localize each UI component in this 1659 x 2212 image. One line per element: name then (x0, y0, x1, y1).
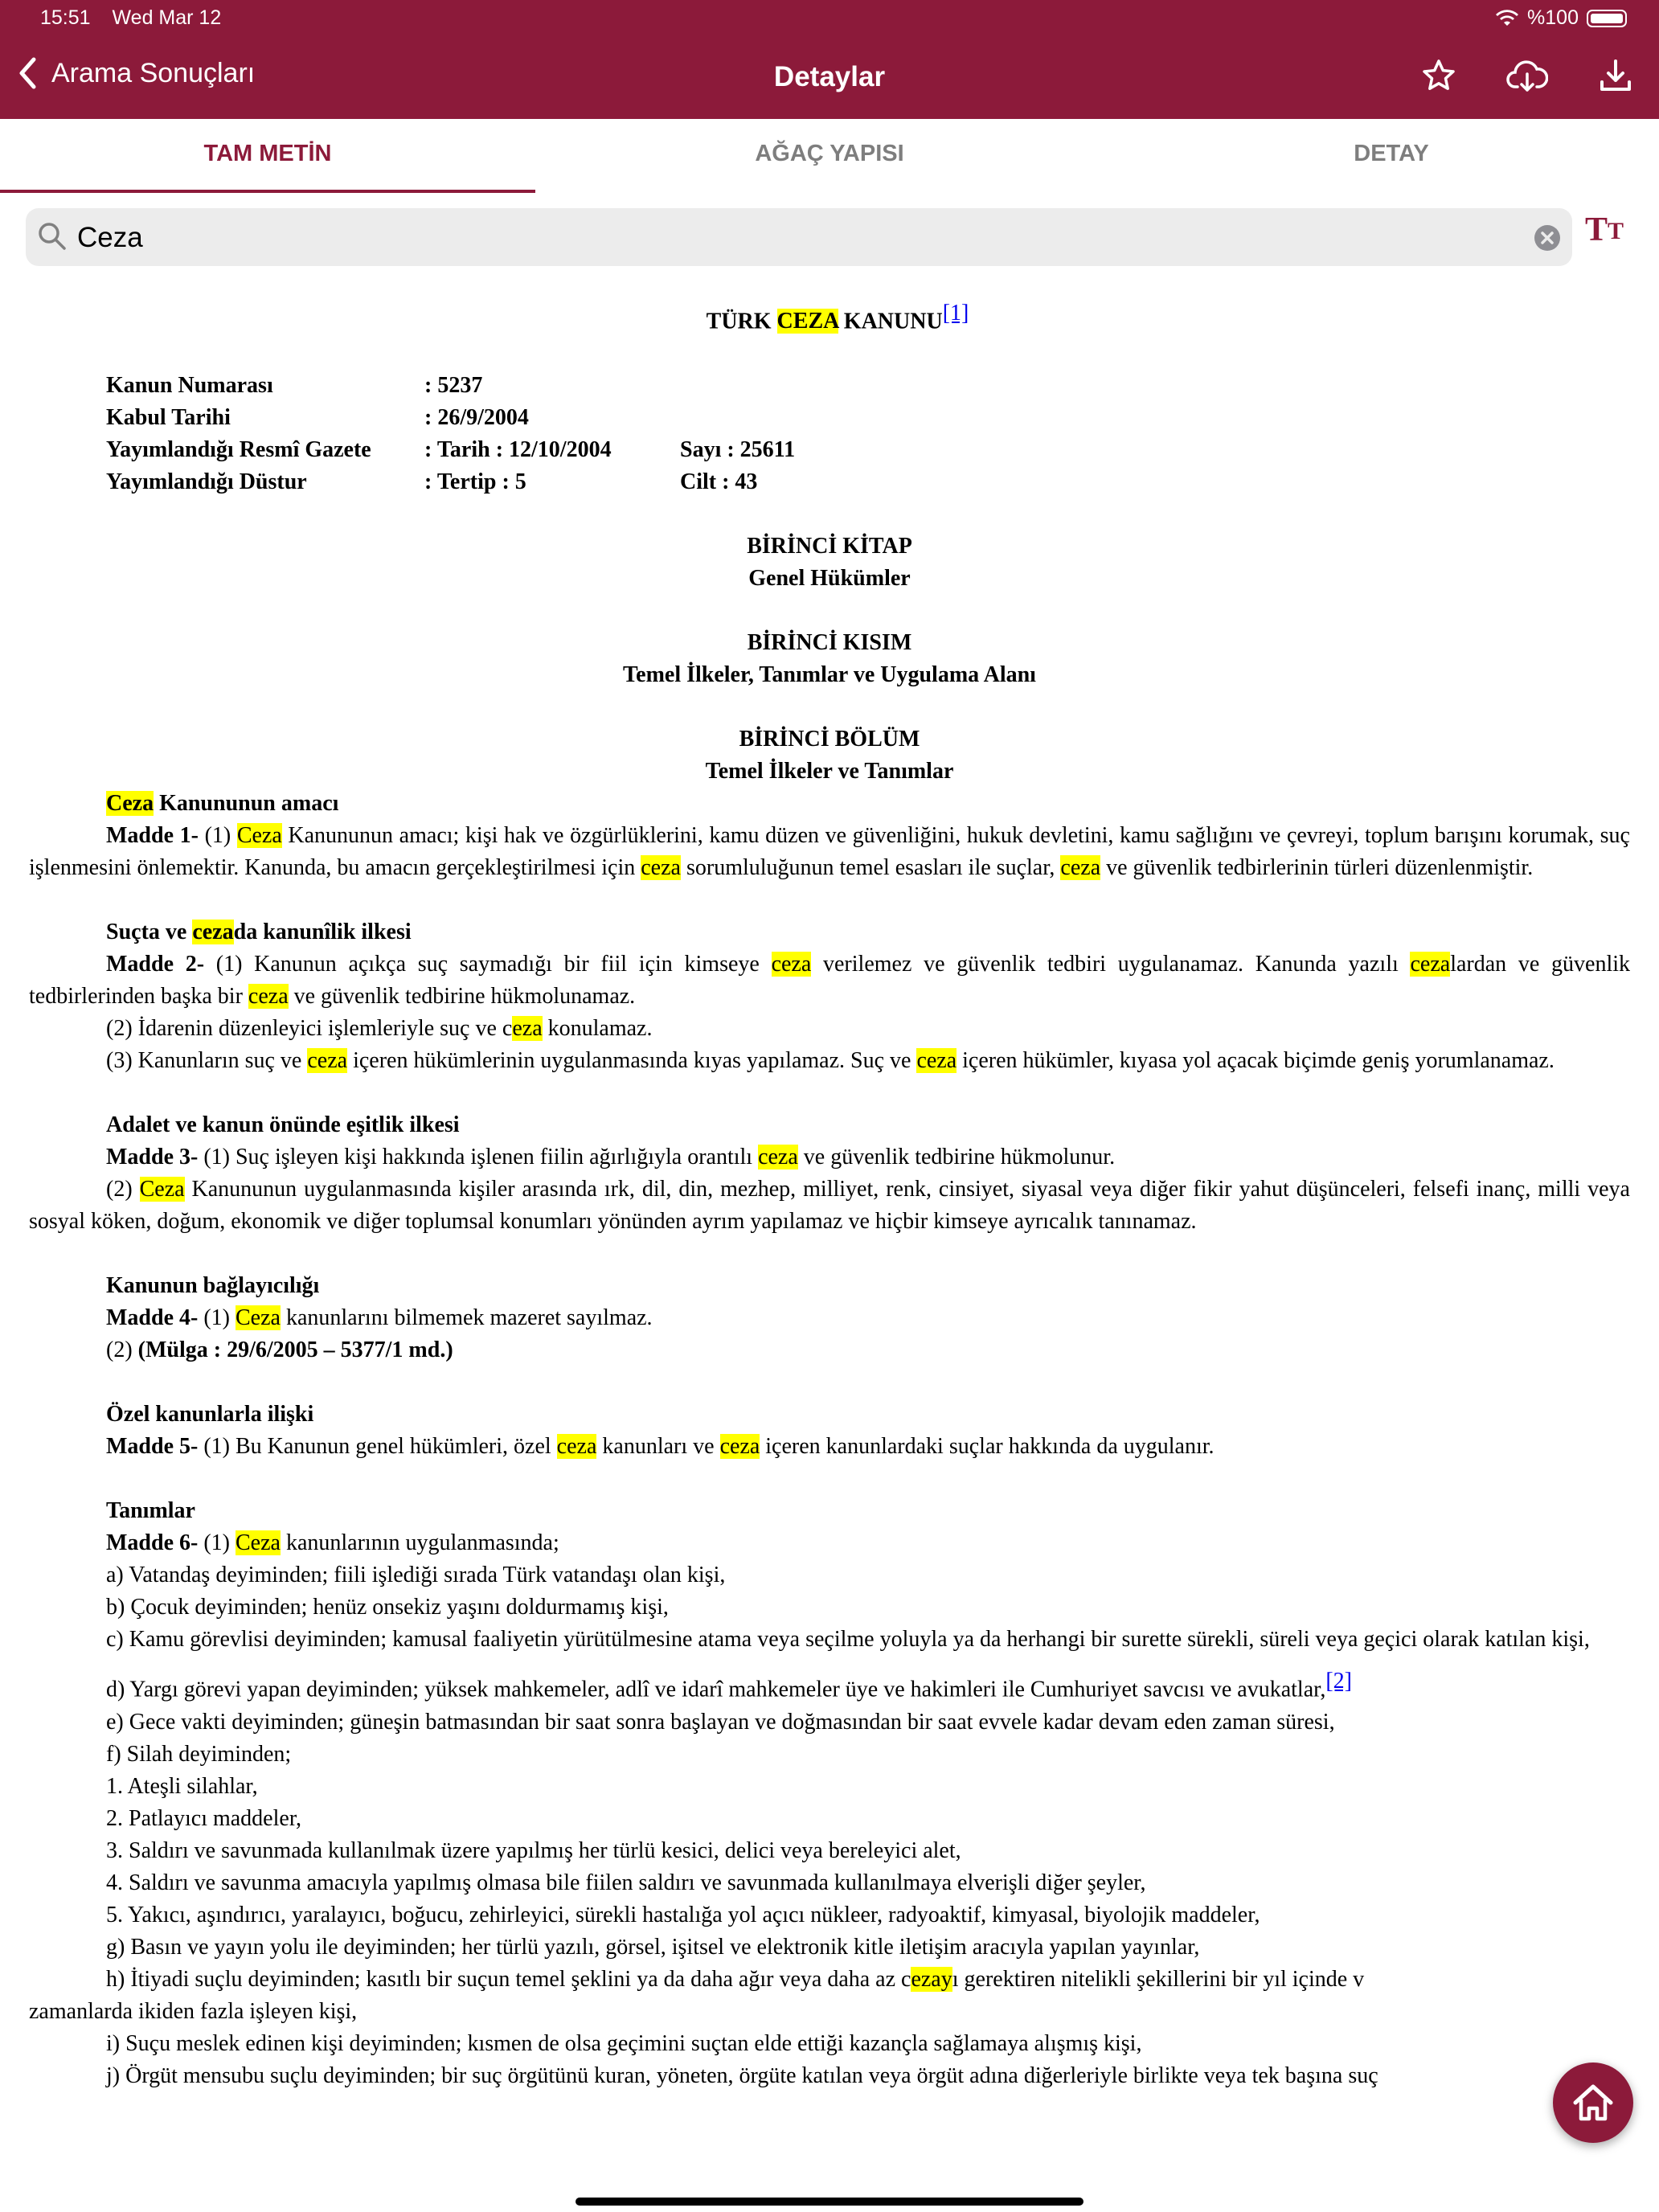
article-4-heading: Kanunun bağlayıcılığı (106, 1273, 320, 1299)
list-item: e) Gece vakti deyiminden; güneşin batmasından bir saat sonra başlayan ve doğmasından bir saat evvele kadar devam eden zaman süresi, (106, 1709, 1335, 1735)
nav-bar (0, 0, 1659, 119)
text-size-small: T (1608, 218, 1624, 244)
clear-icon[interactable] (1534, 224, 1561, 252)
article-2-para-2: (2) İdarenin düzenleyici işlemleriyle suç ve ceza konulamaz. (106, 1016, 653, 1042)
chapter-subheading: Temel İlkeler ve Tanımlar (705, 759, 954, 784)
tab-tam-metin[interactable]: TAM METİN (0, 119, 535, 193)
list-item: b) Çocuk deyiminden; henüz onsekiz yaşını doldurmamış kişi, (106, 1595, 669, 1620)
chapter-heading: BİRİNCİ BÖLÜM (739, 727, 920, 752)
part-subheading: Temel İlkeler, Tanımlar ve Uygulama Alanı (623, 662, 1036, 688)
cloud-download-icon[interactable] (1506, 58, 1548, 93)
law-metadata: Kanun Numarası : 5237 Kabul Tarihi : 26/9/2004 Yayımlandığı Resmî Gazete : Tarih : 12/10/2004 Sayı : 25611 Yayımlandığı Düstur : Tertip : 5 Cilt : 43 (106, 373, 796, 495)
status-right (1495, 6, 1627, 30)
tab-bar (0, 119, 1659, 193)
status-bar (40, 6, 237, 30)
part-heading: BİRİNCİ KISIM (747, 630, 912, 656)
text-size-button[interactable] (1585, 211, 1624, 249)
doc-title: TÜRK CEZA KANUNU[1] (706, 301, 969, 334)
battery-percent: %100 (1527, 6, 1579, 29)
list-item: j) Örgüt mensubu suçlu deyiminden; bir suç örgütünü kuran, yöneten, örgüte katılan veya örgüt adına diğerleriyle birlikte veya tek başına suç (106, 2062, 1378, 2088)
search-bar (26, 208, 1572, 266)
chevron-left-icon (18, 56, 37, 90)
article-6-heading: Tanımlar (106, 1498, 195, 1524)
article-3-heading: Adalet ve kanun önünde eşitlik ilkesi (106, 1112, 460, 1138)
page-title: Detaylar (773, 61, 886, 92)
list-item: i) Suçu meslek edinen kişi deyiminden; kısmen de olsa geçimini suçtan elde ettiği kazançla sağlamaya alışmış kişi, (106, 2030, 1142, 2056)
article-6-para-1: Madde 6- (1) Ceza kanunlarının uygulanmasında; (106, 1530, 559, 1556)
list-item: 5. Yakıcı, aşındırıcı, yaralayıcı, boğucu, zehirleyici, sürekli hastalığa yol açıcı nükleer, radyoaktif, kimyasal, biyolojik maddeler, (106, 1902, 1260, 1927)
back-label: Arama Sonuçları (51, 57, 256, 88)
list-item: c) Kamu görevlisi deyiminden; kamusal faaliyetin yürütülmesine atama veya seçilme yoluyla ya da herhangi bir surette sürekli, süreli veya geçici olarak katılan kişi, (106, 1627, 1590, 1653)
list-item: a) Vatandaş deyiminden; fiili işlediği sırada Türk vatandaşı olan kişi, (106, 1563, 726, 1588)
article-5-heading: Özel kanunlarla ilişki (106, 1402, 314, 1428)
status-time: 15:51 (40, 6, 91, 29)
list-item: 1. Ateşli silahlar, (106, 1773, 258, 1799)
tab-detay[interactable]: DETAY (1354, 141, 1429, 166)
home-button[interactable] (1553, 2062, 1633, 2143)
document-body (29, 273, 1630, 2092)
star-icon[interactable] (1421, 58, 1456, 93)
article-2-heading: Suçta ve cezada kanunîlik ilkesi (106, 920, 412, 945)
download-icon[interactable] (1598, 58, 1633, 93)
list-item: d) Yargı görevi yapan deyiminden; yüksek mahkemeler, adlî ve idarî mahkemeler üye ve hakimleri ile Cumhuriyet savcısı ve avukatlar,[2] (106, 1669, 1353, 1702)
list-item: h) İtiyadi suçlu deyiminden; kasıtlı bir suçun temel şeklini ya da daha ağır veya daha az cezayı gerektiren nitelikli şekillerini bir yıl içinde v (106, 1966, 1365, 1992)
article-4-para-1: Madde 4- (1) Ceza kanunlarını bilmemek mazeret sayılmaz. (106, 1305, 653, 1331)
battery-icon (1587, 10, 1627, 27)
article-2-para-1: Madde 2- (1) Kanunun açıkça suç saymadığı bir fiil için kimseye ceza verilemez ve güvenlik tedbiri uygulanamaz. Kanunda yazılı cezalardan ve güvenlik tedbirlerinden başka bir ceza ve güvenlik tedbirine hükmolunamaz. (29, 952, 1631, 1010)
status-date: Wed Mar 12 (112, 6, 222, 29)
article-4-para-2: (2) (Mülga : 29/6/2005 – 5377/1 md.) (106, 1337, 453, 1363)
list-item: f) Silah deyiminden; (106, 1741, 292, 1767)
list-item: 3. Saldırı ve savunmada kullanılmak üzere yapılmış her türlü kesici, delici veya bereleyici alet, (106, 1837, 961, 1863)
article-3-para-2: (2) Ceza Kanununun uygulanmasında kişiler arasında ırk, dil, din, mezhep, milliyet, renk, cinsiyet, siyasal veya diğer fikir yahut düşünceleri, felsefi inanç, milli veya sosyal köken, doğum, ekonomik ve diğer toplumsal konumları yönünden ayrım yapılamaz ve hiçbir kimseye ayrıcalık tanınamaz. (29, 1177, 1630, 1235)
footnote-link[interactable]: [1] (942, 301, 969, 326)
home-indicator (576, 2198, 1083, 2206)
list-item: g) Basın ve yayın yolu ile deyiminden; her türlü yazılı, görsel, işitsel ve elektronik kitle iletişim aracıyla yapılan yayınlar, (106, 1934, 1200, 1960)
article-1-heading: Ceza Kanununun amacı (106, 791, 339, 817)
tab-agac-yapisi[interactable]: AĞAÇ YAPISI (755, 141, 904, 166)
text-size-large: T (1585, 211, 1608, 248)
search-icon (37, 221, 68, 252)
book-subheading: Genel Hükümler (748, 566, 911, 592)
article-3-para-1: Madde 3- (1) Suç işleyen kişi hakkında işlenen fiilin ağırlığıyla orantılı ceza ve güvenlik tedbirine hükmolunur. (106, 1145, 1116, 1170)
search-input[interactable] (76, 208, 1526, 268)
book-heading: BİRİNCİ KİTAP (747, 534, 912, 559)
nav-actions (1421, 58, 1633, 93)
list-item: zamanlarda ikiden fazla işleyen kişi, (29, 1998, 358, 2024)
search-highlight: CEZA (776, 309, 838, 334)
home-icon (1572, 2083, 1614, 2122)
wifi-icon (1495, 10, 1519, 27)
list-item: 4. Saldırı ve savunma amacıyla yapılmış olmasa bile fiilen saldırı ve savunmada kullanılmaya elverişli diğer şeyler, (106, 1870, 1146, 1895)
article-1-text: Madde 1- (1) Ceza Kanununun amacı; kişi hak ve özgürlüklerini, kamu düzen ve güvenliğini, hukuk devletini, kamu sağlığını ve çevreyi, toplum barışını korumak, suç işlenmesini önlemektir. Kanunda, bu amacın gerçekleştirilmesi için ceza sorumluluğunun temel esasları ile suçlar, ceza ve güvenlik tedbirlerinin türleri düzenlenmiştir. (29, 823, 1630, 881)
article-5-para-1: Madde 5- (1) Bu Kanunun genel hükümleri, özel ceza kanunları ve ceza içeren kanunlardaki suçlar hakkında da uygulanır. (106, 1434, 1215, 1460)
list-item: 2. Patlayıcı maddeler, (106, 1805, 302, 1831)
back-button[interactable] (18, 56, 255, 90)
article-2-para-3: (3) Kanunların suç ve ceza içeren hükümlerinin uygulanmasında kıyas yapılamaz. Suç ve ceza içeren hükümler, kıyasa yol açacak biçimde geniş yorumlanamaz. (106, 1048, 1555, 1074)
footnote-link[interactable]: [2] (1325, 1669, 1353, 1694)
